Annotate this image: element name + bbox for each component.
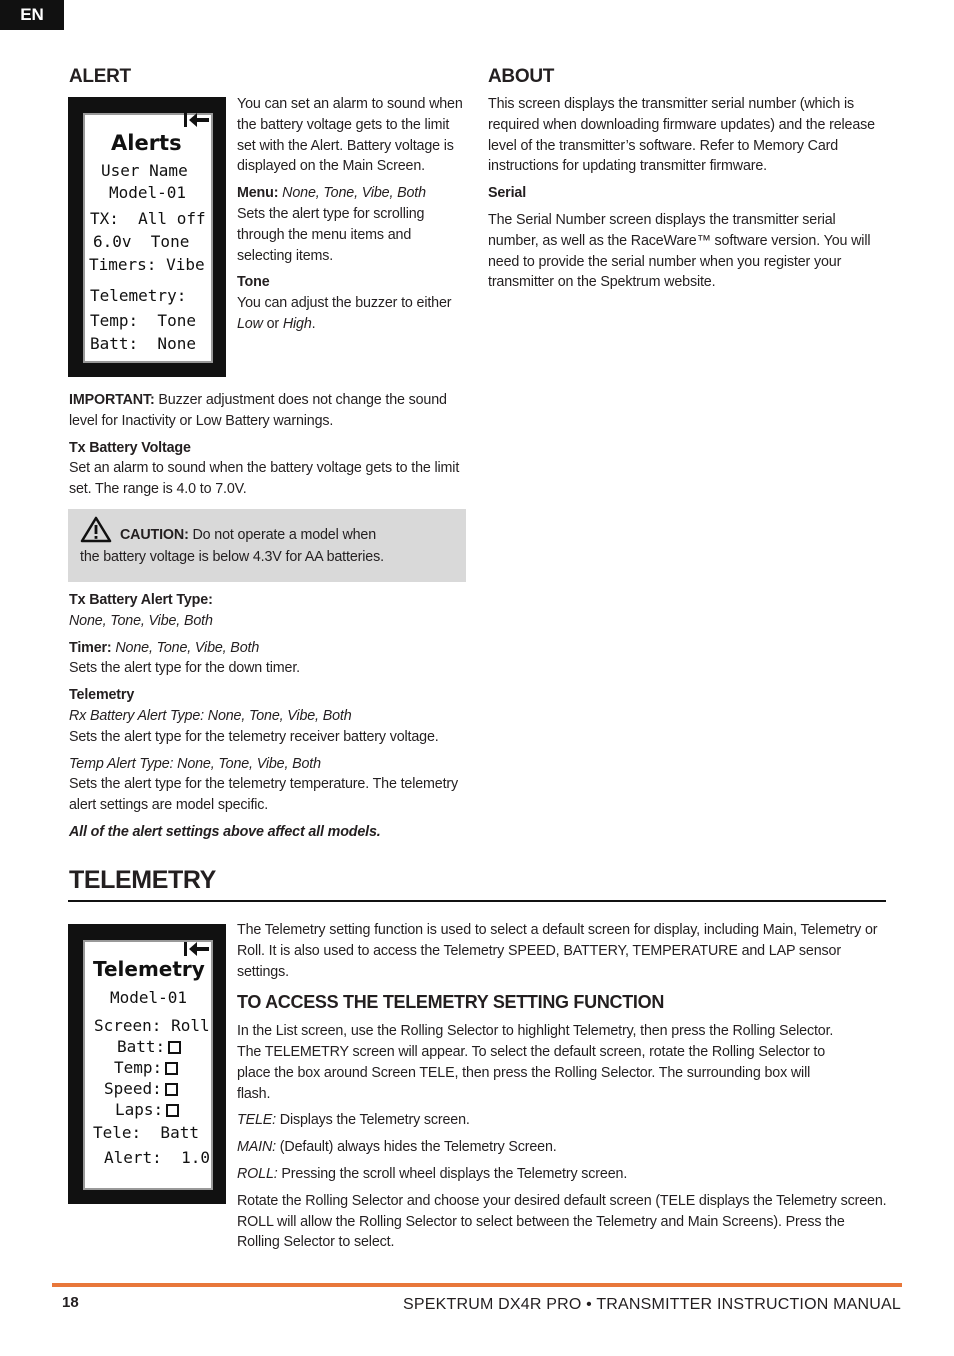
lcd-line: Model-01: [109, 183, 187, 202]
temp-alert-line: Temp Alert Type: None, Tone, Vibe, Both: [69, 755, 321, 772]
temp-label: Temp:: [114, 1058, 163, 1077]
batt-label: Batt:: [117, 1037, 166, 1056]
temp-checkbox[interactable]: [165, 1062, 178, 1075]
back-arrow-icon: [184, 940, 210, 958]
lcd-line: [114, 1058, 178, 1078]
tone-high: High: [282, 315, 312, 332]
about-text: This screen displays the transmitter serial number (which is required when downloading firmware updates) and the release level of the transmitter’s software. Refer to Memory Card instructions for updating transmitter firmware.: [488, 96, 875, 175]
section-divider: [68, 900, 886, 902]
caution-line-1: [120, 525, 376, 546]
txbv-text: Set an alarm to sound when the battery voltage gets to the limit set. The range is 4.0 to 7.0V.: [69, 460, 460, 498]
txbat-heading: Tx Battery Alert Type:: [69, 592, 213, 608]
speed-checkbox[interactable]: [165, 1083, 178, 1096]
lcd-line: Model-01: [110, 988, 188, 1007]
roll-label: ROLL:: [237, 1165, 278, 1182]
txbat-paragraph: [69, 590, 465, 632]
lcd-line: [117, 1037, 181, 1057]
telemetry-intro: The Telemetry setting function is used to select a default screen for display, including Main, Telemetry or Roll. It is also used to access the Telemetry SPEED, BATTERY, TEMPERATURE and LAP sensor settings.: [237, 922, 878, 980]
serial-paragraph: [488, 183, 888, 204]
roll-text: Pressing the scroll wheel displays the Telemetry screen.: [277, 1165, 628, 1182]
alert-heading: ALERT: [69, 66, 131, 87]
tele-option: [237, 1110, 887, 1131]
lcd-line: Temp: Tone: [90, 311, 196, 330]
rx-alert-desc: Sets the alert type for the telemetry receiver battery voltage.: [69, 728, 439, 745]
lcd-line: Screen: Roll: [94, 1016, 210, 1035]
lcd-line: Telemetry:: [90, 286, 187, 305]
telemetry-subheading: TO ACCESS THE TELEMETRY SETTING FUNCTION: [237, 992, 665, 1013]
timer-desc: Sets the alert type for the down timer.: [69, 660, 300, 677]
page-number: 18: [62, 1294, 79, 1311]
telemetry-steps: In the List screen, use the Rolling Selector to highlight Telemetry, then press the Rolling Selector. The TELEMETRY screen will appear. To select the default screen, rotate the Rolling Selector to place the box around Screen TELE, then press the Rolling Selector. The surrounding box will flash.: [237, 1023, 834, 1102]
txbat-options: None, Tone, Vibe, Both: [69, 612, 213, 629]
tone-paragraph: [237, 272, 463, 334]
alerts-screen-title: Alerts: [111, 131, 182, 155]
lcd-line: [115, 1100, 179, 1120]
txbv-paragraph: [69, 438, 465, 500]
telemetry-screen-title: Telemetry: [93, 957, 205, 981]
menu-desc: Sets the alert type for scrolling through the menu items and selecting items.: [237, 205, 425, 264]
roll-option: [237, 1164, 887, 1185]
about-heading: ABOUT: [488, 66, 555, 87]
tone-desc: You can adjust the buzzer to either: [237, 295, 452, 312]
telemetry-alert-paragraph: [69, 685, 465, 747]
alert-intro: You can set an alarm to sound when the battery voltage gets to the limit set with the Alert. Battery voltage is displayed on the Main Screen.: [237, 96, 463, 175]
speed-label: Speed:: [104, 1079, 162, 1098]
main-option: [237, 1137, 887, 1158]
about-block: [488, 94, 888, 299]
tone-or: or: [262, 315, 283, 332]
telemetry-screen-image: [68, 924, 226, 1204]
warning-icon: [80, 516, 112, 543]
tele-label: TELE:: [237, 1112, 276, 1129]
footer-rule: [52, 1283, 902, 1287]
caution-label: CAUTION:: [120, 527, 189, 543]
caution-text-1: Do not operate a model when: [188, 527, 377, 543]
important-text: Buzzer adjustment does not change the sound level for Inactivity or Low Battery warnings.: [69, 392, 447, 429]
lcd-line: TX: All off: [90, 209, 206, 228]
lcd-line: Tele: Batt: [93, 1123, 199, 1142]
timer-paragraph: [69, 638, 465, 680]
tone-heading: Tone: [237, 274, 270, 291]
laps-label: Laps:: [115, 1100, 164, 1119]
telemetry-final: Rotate the Rolling Selector and choose your desired default screen (TELE displays the Telemetry screen. ROLL will allow the Rolling Selector to select between the Telemetry and Main Screens). Press the Rolling Selector to select.: [237, 1192, 887, 1251]
tone-end: .: [311, 315, 316, 332]
temp-alert-paragraph: [69, 754, 465, 816]
tone-low: Low: [237, 315, 263, 332]
lcd-line: Batt: None: [90, 334, 196, 353]
serial-text: The Serial Number screen displays the transmitter serial number, as well as the RaceWare™ software version. You will need to provide the serial number when you register your transmitter on the Spektrum website.: [488, 211, 871, 291]
main-text: (Default) always hides the Telemetry Screen.: [275, 1139, 557, 1156]
menu-options: None, Tone, Vibe, Both: [282, 185, 426, 202]
timer-options: None, Tone, Vibe, Both: [111, 639, 260, 656]
batt-checkbox[interactable]: [168, 1041, 181, 1054]
menu-label: Menu:: [237, 185, 279, 202]
alert-details-block: [69, 390, 465, 506]
tele-text: Displays the Telemetry screen.: [275, 1112, 470, 1129]
lcd-line: [104, 1079, 178, 1099]
serial-heading: Serial: [488, 185, 527, 202]
alerts-screen-image: [68, 97, 226, 377]
alert-type-block: [69, 590, 465, 849]
lcd-line: 6.0v Tone: [93, 232, 190, 251]
language-tab: EN: [0, 0, 64, 30]
telemetry-alert-heading: Telemetry: [69, 687, 135, 704]
txbv-heading: Tx Battery Voltage: [69, 439, 191, 456]
alert-intro-block: [237, 94, 463, 341]
lcd-line: Timers: Vibe: [89, 255, 205, 274]
timer-label: Timer:: [69, 639, 112, 656]
important-label: IMPORTANT:: [69, 392, 155, 408]
main-label: MAIN:: [237, 1139, 276, 1156]
menu-paragraph: [237, 183, 463, 266]
lcd-line: User Name: [101, 161, 188, 180]
caution-box: [68, 509, 466, 582]
laps-checkbox[interactable]: [166, 1104, 179, 1117]
caution-line-2: the battery voltage is below 4.3V for AA batteries.: [80, 549, 384, 565]
telemetry-heading: TELEMETRY: [69, 866, 216, 894]
footer-title: SPEKTRUM DX4R PRO • TRANSMITTER INSTRUCTION MANUAL: [402, 1296, 901, 1313]
temp-alert-desc: Sets the alert type for the telemetry temperature. The telemetry alert settings are model specific.: [69, 776, 459, 814]
lcd-line: Alert: 1.0: [104, 1148, 210, 1167]
rx-alert-line: Rx Battery Alert Type: None, Tone, Vibe, Both: [69, 707, 352, 724]
important-note: [69, 390, 465, 432]
back-arrow-icon: [184, 111, 210, 129]
telemetry-text-block: [237, 920, 887, 1259]
all-models-note: All of the alert settings above affect all models.: [69, 823, 381, 840]
